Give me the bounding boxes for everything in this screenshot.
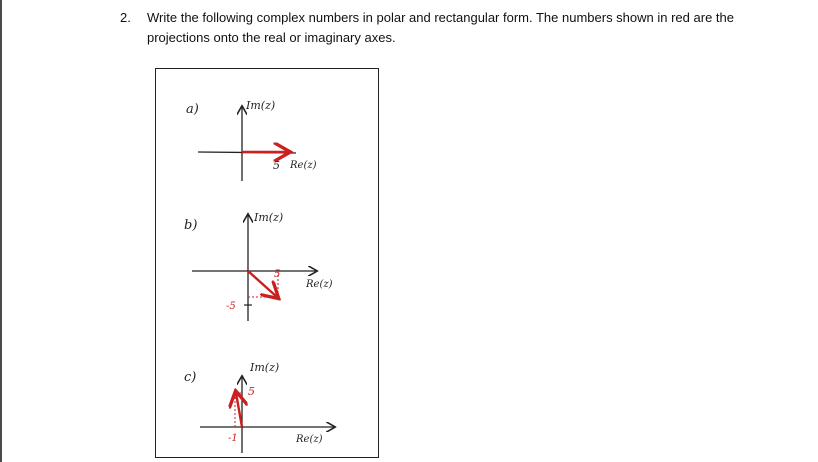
part-b-label: b) [184,218,198,233]
part-a-label: a) [186,102,199,117]
real-axis-label-a: Re(z) [290,160,317,171]
imag-axis-label-b: Im(z) [254,211,284,224]
vector-b [248,271,277,297]
sketch-b [184,211,333,321]
figure-frame [155,68,379,458]
imag-projection-b: -5 [226,301,236,312]
question-text: Write the following complex numbers in polar and rectangular form. The numbers shown in red are the projections onto the real or imaginary axes. [147,10,734,45]
real-projection-b: 5 [274,269,281,280]
real-axis-label-b: Re(z) [306,279,333,290]
vector-c [236,393,242,427]
part-c-label: c) [184,370,197,385]
question-number: 2. [120,10,131,25]
left-border [0,0,2,462]
real-axis-label-c: Re(z) [296,434,323,445]
real-projection-c: -1 [228,433,238,444]
real-projection-a: 5 [273,159,280,172]
sketch-c [184,361,334,453]
imag-axis-label-c: Im(z) [250,361,280,374]
imag-axis-label-a: Im(z) [246,99,276,112]
imag-projection-c: 5 [248,385,255,398]
complex-plane-sketches [156,69,378,457]
sketch-a [186,99,317,181]
